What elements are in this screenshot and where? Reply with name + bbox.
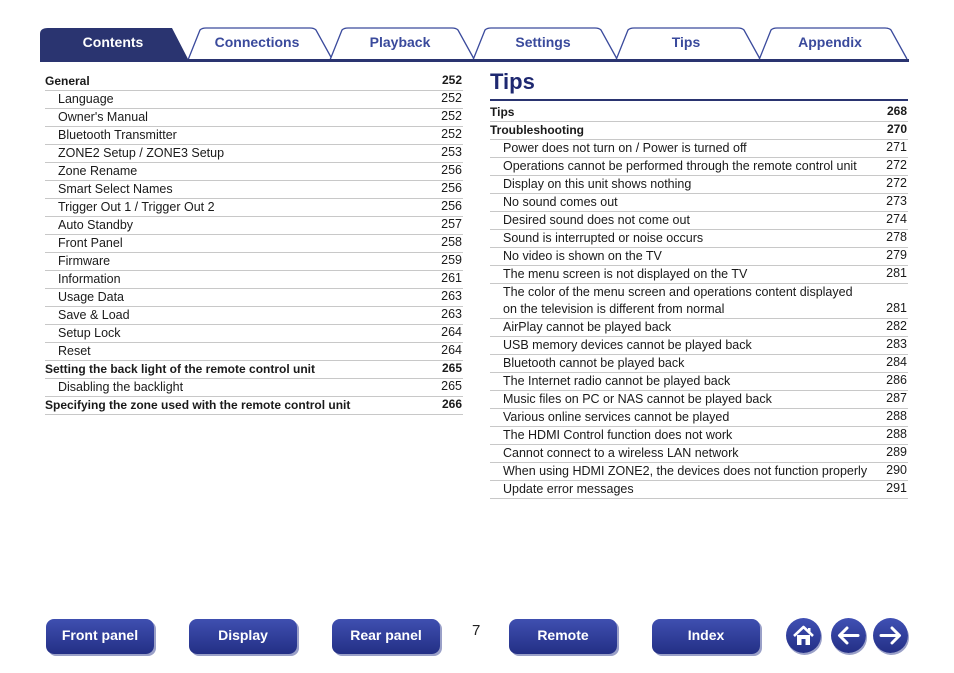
toc-entry-page: 278 (886, 230, 907, 244)
title-rule (490, 99, 908, 101)
tab-appendix-label: Appendix (798, 34, 862, 50)
toc-row[interactable] (490, 445, 908, 463)
toc-entry-page: 252 (441, 109, 462, 123)
toc-entry-page: 266 (441, 397, 462, 411)
toc-entry-title: No sound comes out (503, 195, 618, 209)
toc-row[interactable] (45, 199, 463, 217)
toc-entry-title: Update error messages (503, 482, 634, 496)
toc-entry-page: 273 (886, 194, 907, 208)
toc-entry-title: General (45, 74, 90, 88)
toc-row[interactable] (45, 163, 463, 181)
tab-bar (40, 26, 910, 62)
toc-entry-title: Bluetooth cannot be played back (503, 356, 685, 370)
toc-entry-page: 270 (886, 122, 907, 136)
toc-entry-page: 264 (441, 343, 462, 357)
tab-contents[interactable] (40, 26, 190, 61)
toc-entry-page: 283 (886, 337, 907, 351)
toc-entry-page: 268 (886, 104, 907, 118)
tab-appendix[interactable] (757, 26, 910, 61)
toc-row[interactable] (490, 140, 908, 158)
toc-entry-title: Auto Standby (58, 218, 134, 232)
toc-entry-title: The color of the menu screen and operations content displayed on the television is different from normal (503, 285, 853, 316)
toc-entry-title: The HDMI Control function does not work (503, 428, 733, 442)
toc-entry-page: 289 (886, 445, 907, 459)
remote-button[interactable]: Remote (509, 619, 617, 654)
index-button[interactable]: Index (652, 619, 760, 654)
tab-settings[interactable] (471, 26, 619, 61)
toc-row[interactable] (490, 337, 908, 355)
toc-entry-page: 271 (886, 140, 907, 154)
toc-entry-title: Save & Load (58, 308, 130, 322)
toc-entry-title: No video is shown on the TV (503, 249, 662, 263)
toc-row[interactable] (490, 355, 908, 373)
toc-row[interactable] (45, 109, 463, 127)
toc-row[interactable] (490, 104, 908, 122)
toc-row[interactable] (490, 158, 908, 176)
toc-entry-page: 252 (441, 73, 462, 87)
toc-entry-page: 291 (886, 481, 907, 495)
toc-entry-title: Specifying the zone used with the remote control unit (45, 398, 351, 412)
toc-entry-page: 290 (886, 463, 907, 477)
toc-row[interactable] (490, 176, 908, 194)
toc-row[interactable] (490, 248, 908, 266)
toc-row[interactable] (45, 91, 463, 109)
toc-row[interactable] (490, 122, 908, 140)
toc-entry-title: AirPlay cannot be played back (503, 320, 672, 334)
toc-entry-page: 259 (441, 253, 462, 267)
tab-connections-label: Connections (214, 34, 300, 50)
toc-entry-title: When using HDMI ZONE2, the devices does not function properly (503, 464, 868, 478)
home-icon[interactable] (786, 618, 821, 653)
toc-entry-title: Desired sound does not come out (503, 213, 690, 227)
toc-row[interactable] (490, 409, 908, 427)
toc-row[interactable] (45, 73, 463, 91)
toc-entry-title: The Internet radio cannot be played back (503, 374, 731, 388)
toc-row[interactable] (45, 271, 463, 289)
toc-entry-page: 256 (441, 163, 462, 177)
toc-row[interactable] (490, 463, 908, 481)
toc-right (490, 104, 908, 499)
toc-row[interactable] (45, 127, 463, 145)
back-arrow-icon[interactable] (831, 618, 866, 653)
toc-entry-page: 288 (886, 409, 907, 423)
toc-entry-page: 281 (886, 266, 907, 280)
toc-row[interactable] (45, 361, 463, 379)
toc-entry-title: Owner's Manual (58, 110, 148, 124)
toc-row[interactable] (490, 284, 908, 319)
toc-entry-page: 272 (886, 158, 907, 172)
toc-entry-title: Disabling the backlight (58, 380, 184, 394)
display-button[interactable]: Display (189, 619, 297, 654)
tab-contents-label: Contents (82, 34, 144, 50)
tab-settings-label: Settings (515, 34, 571, 50)
toc-entry-title: Usage Data (58, 290, 125, 304)
toc-entry-page: 265 (441, 379, 462, 393)
toc-entry-title: Sound is interrupted or noise occurs (503, 231, 704, 245)
toc-entry-title: Firmware (58, 254, 111, 268)
toc-entry-page: 282 (886, 319, 907, 333)
toc-row[interactable] (45, 181, 463, 199)
toc-row[interactable] (45, 289, 463, 307)
toc-entry-page: 257 (441, 217, 462, 231)
toc-row[interactable] (45, 343, 463, 361)
toc-entry-title: Zone Rename (58, 164, 138, 178)
toc-entry-title: Music files on PC or NAS cannot be played back (503, 392, 772, 406)
toc-left (45, 73, 463, 415)
toc-entry-title: Trigger Out 1 / Trigger Out 2 (58, 200, 215, 214)
toc-entry-page: 288 (886, 427, 907, 441)
toc-entry-page: 272 (886, 176, 907, 190)
toc-entry-page: 252 (441, 91, 462, 105)
toc-entry-title: Operations cannot be performed through the remote control unit (503, 159, 857, 173)
toc-row[interactable] (45, 235, 463, 253)
tab-underline (40, 59, 909, 62)
tab-playback-label: Playback (369, 34, 431, 50)
front-panel-button[interactable]: Front panel (46, 619, 154, 654)
toc-entry-page: 274 (886, 212, 907, 226)
toc-row[interactable] (490, 427, 908, 445)
toc-entry-page: 279 (886, 248, 907, 262)
toc-entry-page: 252 (441, 127, 462, 141)
toc-entry-title: Troubleshooting (490, 123, 584, 137)
toc-entry-page: 253 (441, 145, 462, 159)
tab-tips-label: Tips (671, 34, 701, 50)
toc-row[interactable] (45, 379, 463, 397)
page-title: Tips (490, 69, 535, 94)
toc-entry-title: Display on this unit shows nothing (503, 177, 692, 191)
toc-entry-page: 261 (441, 271, 462, 285)
toc-entry-page: 287 (886, 391, 907, 405)
toc-row[interactable] (45, 145, 463, 163)
toc-entry-page: 258 (441, 235, 462, 249)
toc-entry-title: USB memory devices cannot be played back (503, 338, 752, 352)
toc-entry-page: 286 (886, 373, 907, 387)
tab-connections[interactable] (186, 26, 334, 61)
toc-entry-title: Information (58, 272, 121, 286)
toc-entry-page: 256 (441, 199, 462, 213)
toc-entry-title: Front Panel (58, 236, 123, 250)
toc-entry-title: Cannot connect to a wireless LAN network (503, 446, 739, 460)
toc-row[interactable] (45, 307, 463, 325)
toc-entry-page: 281 (886, 301, 907, 315)
page-number: 7 (472, 622, 481, 639)
toc-entry-title: Various online services cannot be played (503, 410, 730, 424)
toc-row[interactable] (490, 373, 908, 391)
toc-entry-title: Bluetooth Transmitter (58, 128, 177, 142)
toc-entry-page: 263 (441, 307, 462, 321)
toc-entry-title: Tips (490, 105, 515, 119)
toc-row[interactable] (490, 391, 908, 409)
toc-entry-title: Reset (58, 344, 91, 358)
toc-entry-title: Setup Lock (58, 326, 121, 340)
tab-playback[interactable] (328, 26, 476, 61)
toc-row[interactable] (490, 212, 908, 230)
toc-entry-title: Setting the back light of the remote control unit (45, 362, 316, 376)
forward-arrow-icon[interactable] (873, 618, 908, 653)
rear-panel-button[interactable]: Rear panel (332, 619, 440, 654)
toc-row[interactable] (490, 319, 908, 337)
toc-entry-title: Language (58, 92, 114, 106)
toc-row[interactable] (490, 481, 908, 499)
toc-entry-page: 284 (886, 355, 907, 369)
toc-entry-title: Smart Select Names (58, 182, 173, 196)
toc-entry-page: 256 (441, 181, 462, 195)
toc-row[interactable] (45, 253, 463, 271)
toc-entry-title: Power does not turn on / Power is turned off (503, 141, 747, 155)
toc-entry-page: 263 (441, 289, 462, 303)
toc-entry-page: 264 (441, 325, 462, 339)
tab-tips[interactable] (614, 26, 762, 61)
toc-entry-title: ZONE2 Setup / ZONE3 Setup (58, 146, 225, 160)
toc-row[interactable] (45, 217, 463, 235)
toc-row[interactable] (490, 266, 908, 284)
toc-entry-page: 265 (441, 361, 462, 375)
toc-row[interactable] (490, 230, 908, 248)
toc-entry-title: The menu screen is not displayed on the TV (503, 267, 748, 281)
toc-row[interactable] (490, 194, 908, 212)
toc-row[interactable] (45, 325, 463, 343)
toc-row[interactable] (45, 397, 463, 415)
